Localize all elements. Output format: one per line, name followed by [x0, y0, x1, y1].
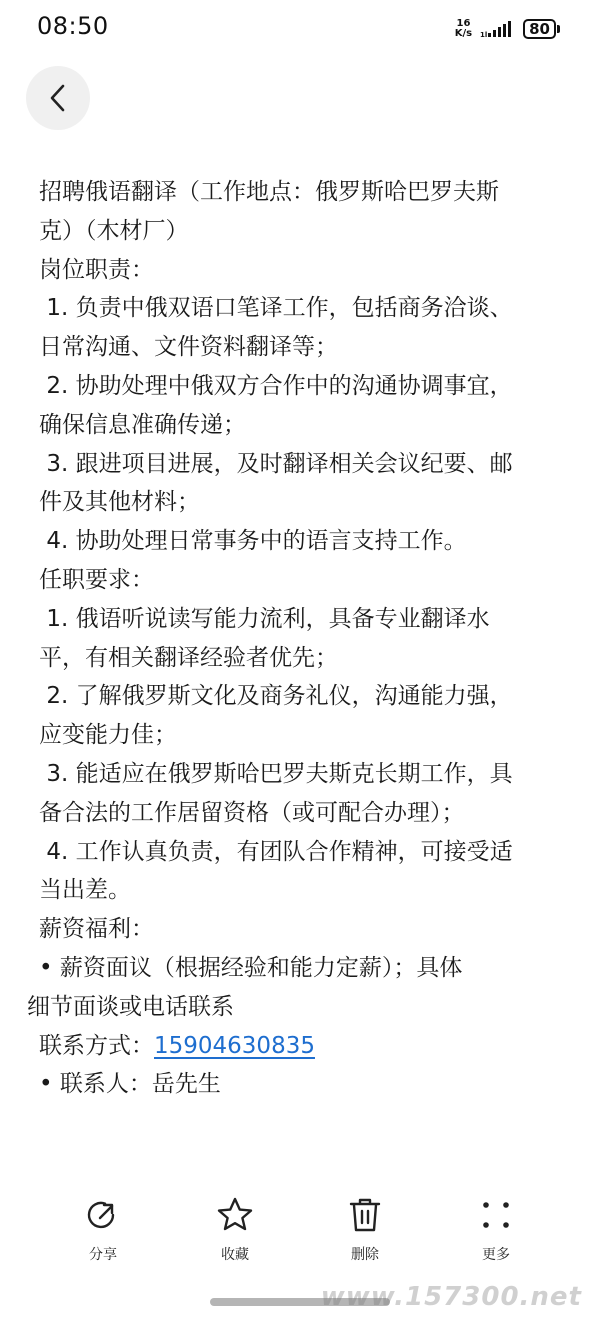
more-label: 更多	[482, 1247, 510, 1263]
delete-label: 删除	[351, 1247, 379, 1263]
duty-item: 3. 跟进项目进展，及时翻译相关会议纪要、邮 件及其他材料；	[39, 450, 513, 516]
share-label: 分享	[89, 1247, 117, 1263]
post-title-line: 招聘俄语翻译（工作地点：俄罗斯哈巴罗夫斯	[39, 179, 499, 205]
requirement-item: 3. 能适应在俄罗斯哈巴罗夫斯克长期工作，具 备合法的工作居留资格（或可配合办理）；	[39, 760, 513, 826]
battery-level: 80	[523, 19, 556, 39]
share-button[interactable]	[58, 1195, 148, 1264]
network-speed-unit: K/s	[454, 28, 473, 39]
more-button[interactable]	[451, 1195, 541, 1264]
post-title	[39, 173, 569, 251]
duty-item: 4. 协助处理日常事务中的语言支持工作。	[46, 528, 467, 555]
requirements-heading: 任职要求：	[39, 566, 154, 593]
duty-item: 1. 负责中俄双语口笔译工作，包括商务洽谈、 日常沟通、文件资料翻译等；	[39, 295, 513, 361]
requirement-item: 2. 了解俄罗斯文化及商务礼仪，沟通能力强， 应变能力佳；	[39, 683, 513, 749]
trash-icon	[345, 1195, 385, 1235]
network-speed	[455, 19, 472, 39]
back-button[interactable]	[26, 66, 90, 130]
network-speed-value: 16	[456, 18, 471, 29]
requirement-item: 1. 俄语听说读写能力流利，具备专业翻译水 平，有相关翻译经验者优先；	[39, 605, 490, 671]
benefit-item: • 薪资面议（根据经验和能力定薪）；具体 细节面谈或电话联系	[27, 954, 463, 1020]
duties-heading: 岗位职责：	[39, 256, 154, 283]
benefits-heading: 薪资福利：	[39, 916, 154, 943]
battery-icon	[523, 19, 560, 39]
status-bar	[0, 0, 600, 58]
watermark: www.157300.net	[320, 1282, 582, 1312]
contact-line	[39, 1027, 569, 1066]
duty-item: 2. 协助处理中俄双方合作中的沟通协调事宜， 确保信息准确传递；	[39, 372, 513, 438]
more-icon	[476, 1195, 516, 1235]
contact-label: 联系方式：	[39, 1032, 154, 1059]
svg-text:1l: 1l	[480, 31, 488, 38]
share-icon	[83, 1195, 123, 1235]
delete-button[interactable]	[320, 1195, 410, 1264]
chevron-left-icon	[47, 83, 69, 113]
phone-link[interactable]: 15904630835	[154, 1032, 315, 1059]
status-time: 08:50	[37, 12, 109, 40]
favorite-label: 收藏	[221, 1247, 249, 1263]
contact-person: • 联系人：岳先生	[39, 1071, 221, 1098]
requirement-item: 4. 工作认真负责，有团队合作精神，可接受适 当出差。	[39, 838, 513, 904]
bottom-action-bar	[0, 1195, 600, 1275]
post-content	[27, 173, 569, 1104]
star-icon	[215, 1195, 255, 1235]
status-indicators	[455, 14, 560, 44]
signal-bars-icon	[480, 20, 514, 38]
favorite-button[interactable]	[190, 1195, 280, 1264]
post-title-line: 克）（木材厂）	[39, 217, 189, 244]
battery-tip	[557, 25, 560, 33]
